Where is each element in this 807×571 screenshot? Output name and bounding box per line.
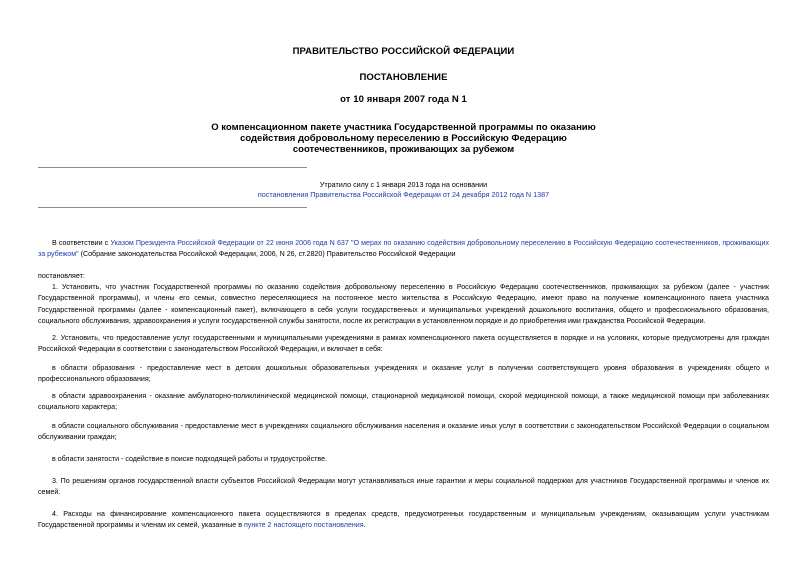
paragraph-4-text: 4. Расходы на финансирование компенсационного пакета осуществляются в пределах средств, предусмотренных государственным и муниципальным учреждениям, оказывающим услуги участникам Государственной программы и членам их семей, указанные в [38, 510, 769, 530]
org-heading: ПРАВИТЕЛЬСТВО РОССИЙСКОЙ ФЕДЕРАЦИИ [292, 46, 515, 57]
paragraph-4-end: . [363, 521, 366, 530]
preamble-suffix: (Собрание законодательства Российской Федерации, 2006, N 26, ст.2820) Правительство Российской Федерации [78, 250, 456, 259]
paragraph-2-social: в области социального обслуживания - предоставление мест в учреждениях социального обслуживания населения и оказание иных услуг в соответствии с законодательством Российской Федерации о социальном обслуживании граждан; [38, 422, 769, 442]
paragraph-2-link[interactable]: пункте 2 настоящего постановления [243, 521, 364, 530]
expiry-note-text: Утратило силу с 1 января 2013 года на основании [319, 180, 488, 189]
paragraph-4 [38, 509, 769, 532]
doc-date-number: от 10 января 2007 года N 1 [340, 94, 467, 105]
expiry-decree-link[interactable]: постановления Правительства Российской Федерации от 24 декабря 2012 года N 1387 [257, 190, 550, 199]
paragraph-2: 2. Установить, что предоставление услуг государственными и муниципальными учреждениями в рамках компенсационного пакета осуществляется в порядке и на условиях, которые предусмотрены для граждан Российской Федерации в соответствии с законодательством Российской Федерации, и включает в себя: [38, 334, 769, 354]
title-line: содействия добровольному переселению в Российскую Федерацию [240, 133, 567, 144]
preamble-paragraph [38, 238, 769, 261]
paragraph-3: 3. По решениям органов государственной власти субъектов Российской Федерации могут устанавливаться иные гарантии и меры социальной поддержки для участников Государственной программы и членов их семей. [38, 477, 769, 497]
presidential-decree-link[interactable]: Указом Президента Российской Федерации от 22 июня 2006 года N 637 "О мерах по оказанию содействия добровольному переселению в Российскую Федерацию соотечественников, проживающих за рубежом" [38, 239, 770, 259]
divider-top [38, 167, 307, 168]
decree-word: постановляет: [38, 272, 85, 280]
title-line: О компенсационном пакете участника Государственной программы по оказанию [211, 122, 596, 133]
document-title [180, 122, 627, 155]
preamble-prefix: В соответствии с [52, 239, 111, 247]
paragraph-2-healthcare: в области здравоохранения - оказание амбулаторно-поликлинической медицинской помощи, стационарной медицинской помощи, скорой медицинской помощи, а также медицинской помощи при заболеваниях социального характера; [38, 392, 769, 412]
paragraph-2-education: в области образования - предоставление мест в детских дошкольных образовательных учреждениях и оказание услуг в получении соответствующего уровня образования в учреждениях общего и профессионального образования; [38, 364, 769, 384]
paragraph-2-employment: в области занятости - содействие в поиске подходящей работы и трудоустройстве. [52, 455, 327, 463]
paragraph-1: 1. Установить, что участник Государственной программы по оказанию содействия добровольному переселению в Российскую Федерацию соотечественников, проживающих за рубежом (далее - участник Государственной программы), и члены его семьи, совместно переселяющиеся на постоянное место жительства в Российскую Федерацию, имеют право на получение компенсационного пакета участника Государственной программы (далее - компенсационный пакет), включающего в себя услуги государственных и муниципальных учреждений дошкольного воспитания, общего и профессионального образования, социального обслуживания, здравоохранения и услуги государственной службы занятости, после их регистрации в установленном порядке и до приобретения ими гражданства Российской Федерации. [38, 283, 769, 325]
doc-type-heading: ПОСТАНОВЛЕНИЕ [359, 72, 448, 83]
title-line: соотечественников, проживающих за рубежом [292, 144, 515, 155]
expiry-note [0, 180, 807, 200]
divider-bottom [38, 207, 307, 208]
